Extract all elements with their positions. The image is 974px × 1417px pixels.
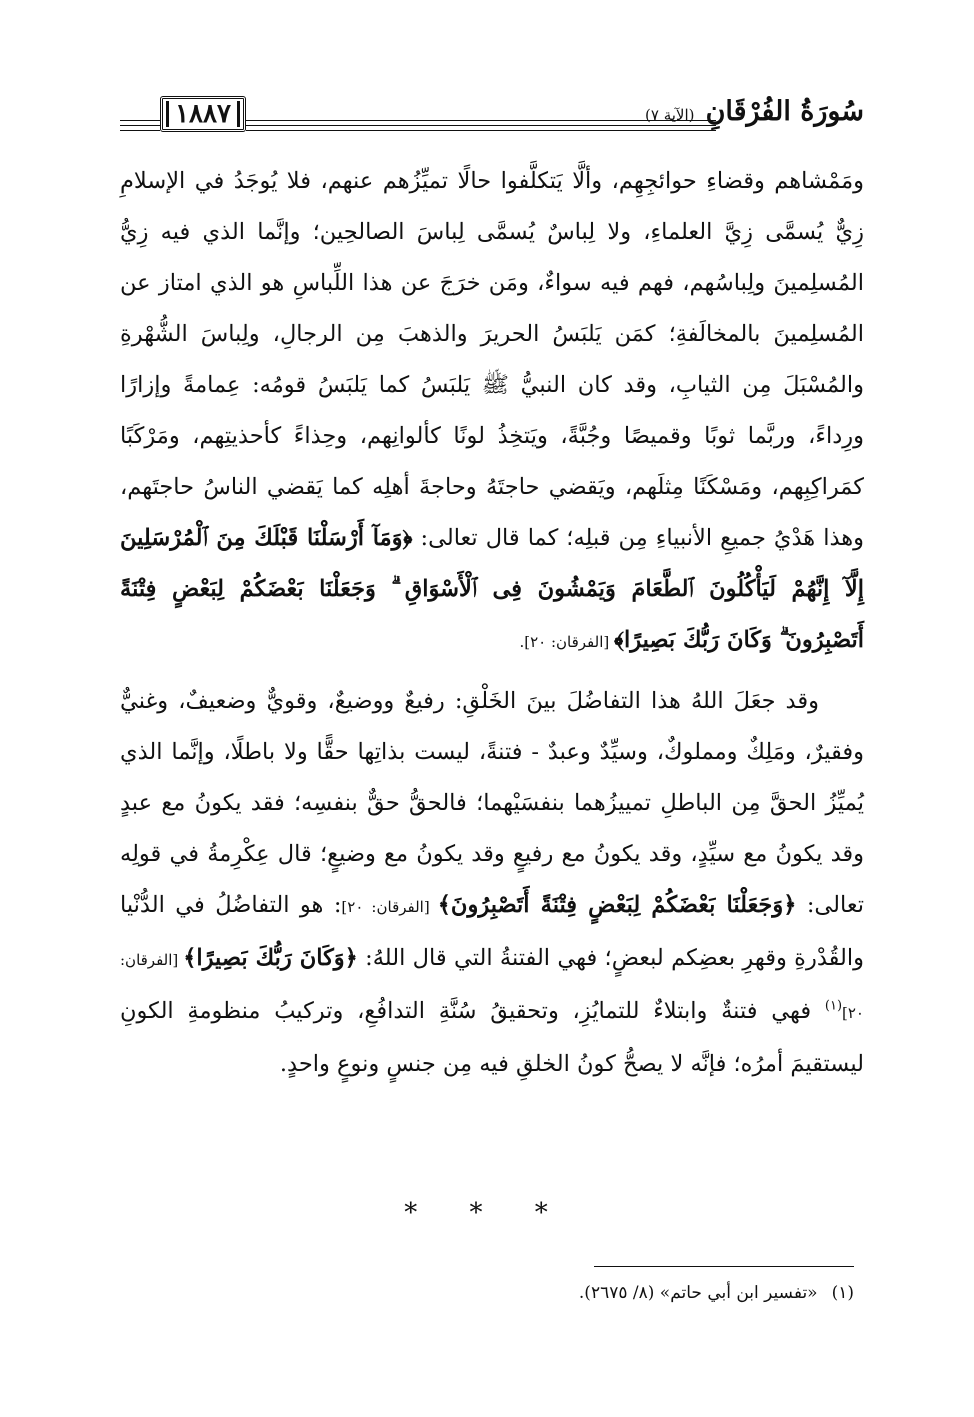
page-number: ١٨٨٧	[166, 101, 240, 127]
header-rule	[120, 130, 160, 131]
quran-verse: ﴿وَكَانَ رَبُّكَ بَصِيرًا﴾	[183, 945, 358, 971]
main-text	[120, 156, 864, 1090]
section-separator: * * *	[404, 1198, 570, 1228]
verse-citation: [الفرقان: ٢٠]	[341, 898, 438, 916]
header-rule	[120, 120, 160, 121]
header-rule	[246, 120, 716, 121]
verse-citation: [الفرقان: ٢٠].	[519, 633, 614, 651]
paragraph-1	[120, 156, 864, 668]
paragraph-text: ومَمْشاهم وقضاءِ حوائجِهِم، وألَّا يَتكلَّفوا حالًا تميِّزُهم عنهم، فلا يُوجَدُ في الإسلامِ زِيٌّ يُسمَّى زِيَّ العلماءِ، ولا لِباسٌ يُسمَّى لِباسَ الصالحِين؛ وإنَّما الذي فيه زِيُّ المُسلِمينَ ولِباسُهم، فهم فيه سواءٌ، ومَن خرَجَ عن هذا اللِّباسِ هو الذي امتاز عن المُسلِمينَ بالمخالَفةِ؛ كمَن يَلبَسُ الحريرَ والذهبَ مِن الرجالِ، ولِباسَ الشُّهْرةِ والمُسْبَلَ مِن الثيابِ، وقد كان النبيُّ ﷺ يَلبَسُ كما يَلبَسُ قومُه: عِمامةً وإزارًا ورِداءً، وربَّما ثوبًا وقميصًا وجُبَّةً، ويَتخِذُ لونًا كألوانِهم، وحِذاءً كأحذيتِهم، ومَرْكَبًا كمَراكِبِهم، ومَسْكَنًا مِثلَهم، ويَقضي حاجتَهُ وحاجةَ أهلِه كما يَقضي الناسُ حاجتَهم، وهذا هَدْيُ جميعِ الأنبياءِ مِن قبلِه؛ كما قال تعالى:	[120, 168, 865, 551]
ayah-reference: (الآية ٧)	[645, 106, 695, 124]
verse-citation: [الفرقان: ٢٠]	[120, 951, 864, 1022]
paragraph-text: : هو التفاضُلُ في الدُّنْيا والقُدْرةِ وقهرِ بعضِكم لبعضٍ؛ فهي الفتنةُ التي قال اللهُ:	[120, 892, 864, 971]
paragraph-text: وقد جعَلَ اللهُ هذا التفاضُلَ بينَ الخَلْقِ: رفيعٌ ووضيعٌ، وقويٌّ وضعيفٌ، وغنيٌّ وفقيرٌ، ومَلِكٌ ومملوكٌ، وسيِّدٌ وعبدٌ - فتنةً، ليست بذاتِها حقًّا ولا باطلًا، وإنَّما الذي يُميِّزُ الحقَّ مِن الباطلِ تمييزُهما بنفسَيْهما؛ فالحقُّ حقٌّ بنفسِه؛ فقد يكونُ مع عبدٍ وقد يكونُ مع سيِّدٍ، وقد يكونُ مع رفيعٍ وقد يكونُ مع وضيعٍ؛ قال عِكْرِمةُ في قولِه تعالى:	[120, 688, 864, 918]
header-rule	[246, 125, 716, 126]
header-rule	[120, 125, 160, 126]
footnote-divider	[594, 1266, 854, 1267]
surah-name: سُورَةُ الفُرْقَانِ	[705, 96, 864, 127]
running-title	[645, 96, 864, 127]
page-header	[120, 94, 864, 150]
footnote-number: (١)	[831, 1283, 854, 1303]
page-number-frame	[160, 96, 246, 132]
footnote-reference[interactable]: (١)	[824, 998, 843, 1014]
header-rule	[246, 130, 716, 131]
quran-verse: ﴿وَمَآ أَرْسَلْنَا قَبْلَكَ مِنَ ٱلْمُرْسَلِينَ إِلَّآ إِنَّهُمْ لَيَأْكُلُونَ ٱلطَّعَامَ وَيَمْشُونَ فِى ٱلْأَسْوَاقِ ۗ وَجَعَلْنَا بَعْضَكُمْ لِبَعْضٍ فِتْنَةً أَتَصْبِرُونَ ۗ وَكَانَ رَبُّكَ بَصِيرًا﴾	[120, 525, 864, 653]
quran-verse: ﴿وَجَعَلْنَا بَعْضَكُمْ لِبَعْضٍ فِتْنَةً أَتَصْبِرُونَ﴾	[437, 892, 797, 918]
footnote-text: «تفسير ابن أبي حاتم» (٨/ ٢٦٧٥).	[578, 1283, 818, 1303]
footnote	[110, 1280, 854, 1306]
paragraph-text: فهي فتنةٌ وابتلاءٌ للتمايُزِ، وتحقيقُ سُنَّةِ التدافُعِ، وتركيبُ منظومةِ الكونِ ليستقيمَ أمرُه؛ فإنَّه لا يصحُّ كونُ الخلقِ فيه مِن جنسٍ ونوعٍ واحدٍ.	[120, 998, 864, 1077]
paragraph-2	[120, 676, 864, 1090]
